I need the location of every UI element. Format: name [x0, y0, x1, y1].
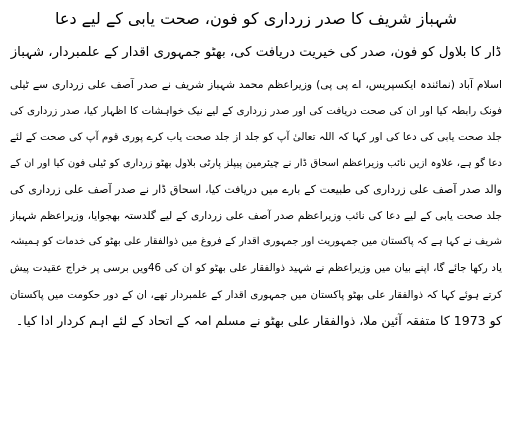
body-line: جلد صحت یابی کے لیے دعا کی نائب وزیراعظم صدر آصف علی زرداری کے لیے گلدستہ بھجوایا، وزیراعظم شہباز [10, 210, 502, 223]
article-headline: شہباز شریف کا صدر زرداری کو فون، صحت یابی کے لیے دعا [55, 9, 457, 28]
article-subheadline: ڈار کا بلاول کو فون، صدر کی خیریت دریافت کی، بھٹو جمہوری اقدار کے علمبردار، شہباز [10, 45, 502, 60]
body-line: دعا گو ہے، علاوہ ازیں نائب وزیراعظم اسحاق ڈار نے چیئرمین پیپلز پارٹی بلاول بھٹو زرداری کو ٹیلی فون کیا اور ان کے [10, 157, 502, 169]
body-line: کرتے ہوئے کہا کہ ذوالفقار علی بھٹو پاکستان میں جمہوری اقدار کے علمبردار تھے، ان کے دور حکومت میں پاکستان [10, 288, 502, 301]
body-line: والد صدر آصف علی زرداری کی طبیعت کے بارے میں دریافت کیا، اسحاق ڈار نے صدر آصف علی زرداری کی [10, 182, 502, 196]
article-body [10, 72, 502, 334]
body-line: یاد رکھا جائے گا، اپنے بیان میں وزیراعظم نے شہید ذوالفقار علی بھٹو کو ان کی 46ویں برسی پر خراج عقیدت پیش [10, 262, 502, 275]
body-line: شریف نے کہا ہے کہ پاکستان میں جمہوریت اور جمہوری اقدار کے فروغ میں ذوالفقار علی بھٹو کی خدمات کو ہمیشہ [10, 236, 502, 248]
body-line: کو 1973 کا متفقہ آئین ملا، ذوالفقار علی بھٹو نے مسلم امہ کے اتحاد کے لئے اہم کردار ادا کیا۔ [15, 312, 502, 328]
body-line: اسلام آباد (نمائندہ ایکسپریس، اے پی پی) وزیراعظم محمد شہباز شریف نے صدر آصف علی زرداری سے ٹیلی [10, 78, 502, 91]
body-line: فونک رابطہ کیا اور ان کی صحت دریافت کی اور صدر زرداری کے لیے نیک خواہشات کا اظہار کیا، صدر زرداری کی [10, 105, 502, 118]
body-line: جلد صحت یابی کی دعا کی اور کہا کہ اللہ تعالیٰ آپ کو جلد از جلد صحت یاب کرے پوری قوم آپ کی صحت کے لئے [10, 131, 502, 144]
